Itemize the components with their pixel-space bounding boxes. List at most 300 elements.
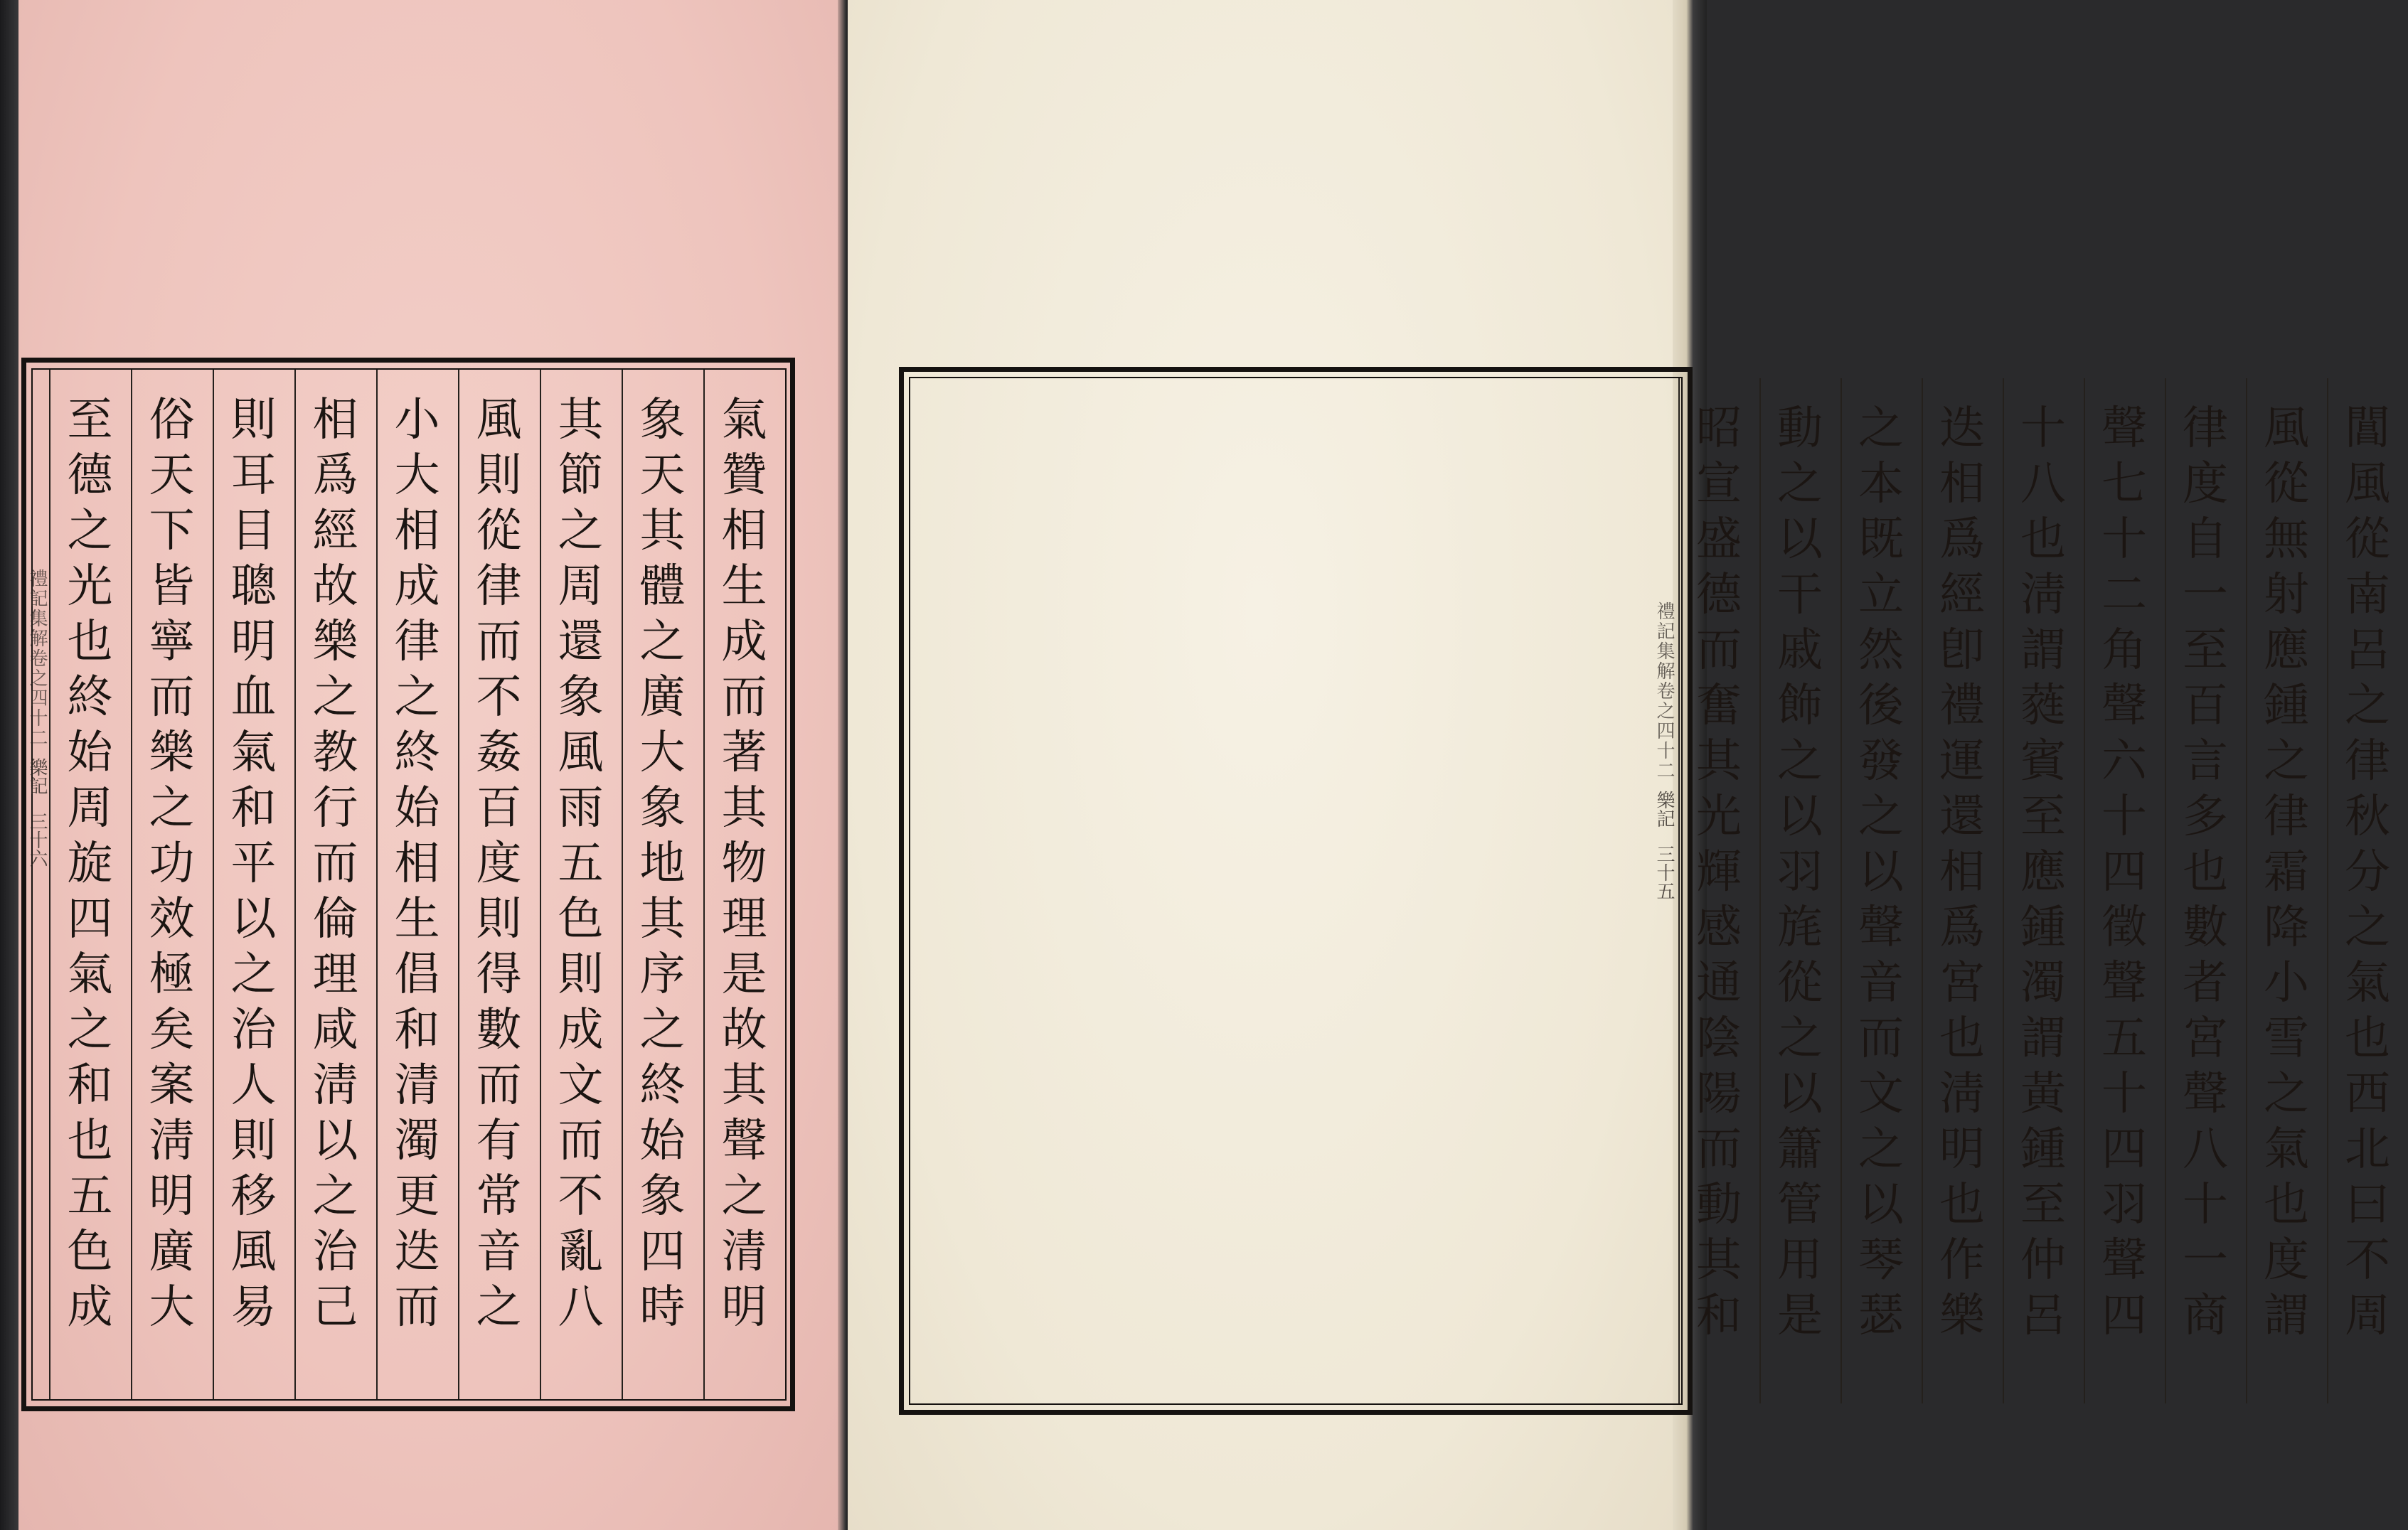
text-character: 著 <box>721 727 767 779</box>
text-character: 霜 <box>2264 846 2309 899</box>
text-character: 律 <box>2264 791 2309 843</box>
text-character: 相 <box>394 505 440 557</box>
text-character: 有 <box>476 1115 522 1167</box>
text-character: 鍾 <box>2264 680 2309 732</box>
text-character: 從 <box>476 505 522 557</box>
text-character: 氣 <box>2264 1123 2309 1176</box>
text-character: 之 <box>2345 680 2390 732</box>
text-character: 爲 <box>1939 902 1985 954</box>
text-character: 作 <box>1939 1234 1985 1287</box>
text-character: 其 <box>1696 735 1742 788</box>
text-character: 則 <box>476 449 522 502</box>
text-character: 天 <box>149 449 195 502</box>
text-character: 周 <box>2345 1290 2390 1342</box>
text-character: 卽 <box>1939 624 1985 677</box>
text-character: 爲 <box>1939 513 1985 566</box>
text-character: 不 <box>2345 1234 2390 1287</box>
text-character: 秋 <box>2345 791 2390 843</box>
text-character: 通 <box>1696 957 1742 1010</box>
text-character: 之 <box>476 1281 522 1334</box>
text-character: 黃 <box>2020 1068 2066 1120</box>
text-column <box>2084 401 2165 1344</box>
text-character: 謂 <box>2020 1012 2066 1065</box>
text-column <box>1922 401 2003 1344</box>
text-character: 始 <box>639 1115 686 1167</box>
text-character: 發 <box>1858 735 1904 788</box>
text-character: 應 <box>2264 624 2309 677</box>
right-margin-chapter: 樂記 <box>1653 791 1675 828</box>
text-character: 簫 <box>1777 1123 1823 1176</box>
text-character: 清 <box>394 1059 440 1112</box>
text-character: 之 <box>639 616 686 668</box>
text-character: 大 <box>639 727 686 779</box>
text-character: 大 <box>394 449 440 502</box>
text-character: 六 <box>2101 735 2147 788</box>
text-character: 相 <box>721 505 767 557</box>
text-character: 而 <box>476 1059 522 1112</box>
text-character: 也 <box>1939 1179 1985 1231</box>
text-character: 呂 <box>2345 624 2390 677</box>
text-character: 還 <box>1939 791 1985 843</box>
text-character: 文 <box>1858 1068 1904 1120</box>
text-character: 是 <box>721 948 767 1001</box>
text-character: 呂 <box>2020 1290 2066 1342</box>
right-inner-frame <box>909 377 1683 1405</box>
text-character: 效 <box>149 893 195 946</box>
text-character: 四 <box>2101 1290 2147 1342</box>
text-character: 倡 <box>394 948 440 1001</box>
text-character: 一 <box>2183 569 2228 621</box>
text-character: 生 <box>394 893 440 946</box>
text-character: 分 <box>2345 846 2390 899</box>
text-character: 象 <box>639 394 686 446</box>
text-character: 案 <box>149 1059 195 1112</box>
text-character: 之 <box>67 505 113 557</box>
text-character: 律 <box>476 560 522 613</box>
text-character: 七 <box>2101 458 2147 510</box>
text-character: 氣 <box>721 394 767 446</box>
text-character: 倫 <box>312 893 358 946</box>
text-character: 戚 <box>1777 624 1823 677</box>
text-character: 南 <box>2345 569 2390 621</box>
text-character: 百 <box>2183 680 2228 732</box>
right-page <box>848 0 2390 1530</box>
text-character: 俗 <box>149 394 195 446</box>
text-character: 瑟 <box>1858 1290 1904 1342</box>
text-character: 之 <box>1777 1012 1823 1065</box>
text-character: 十 <box>2101 1068 2147 1120</box>
text-character: 度 <box>2264 1234 2309 1287</box>
text-character: 小 <box>394 394 440 446</box>
text-character: 大 <box>149 1281 195 1334</box>
text-character: 其 <box>639 893 686 946</box>
text-character: 用 <box>1777 1234 1823 1287</box>
text-column <box>49 392 131 1335</box>
text-character: 賓 <box>2020 735 2066 788</box>
text-character: 平 <box>230 838 277 890</box>
text-character: 羽 <box>2101 1179 2147 1231</box>
text-character: 以 <box>1858 1179 1904 1231</box>
text-character: 本 <box>1858 458 1904 510</box>
text-character: 皆 <box>149 560 195 613</box>
text-character: 鍾 <box>2020 902 2066 954</box>
text-character: 和 <box>394 1004 440 1056</box>
text-character: 濁 <box>394 1115 440 1167</box>
text-character: 自 <box>2183 513 2228 566</box>
text-character: 氣 <box>230 727 277 779</box>
text-character: 不 <box>476 671 522 724</box>
text-character: 以 <box>1858 846 1904 899</box>
text-character: 成 <box>558 1004 604 1056</box>
text-character: 咸 <box>312 1004 358 1056</box>
text-character: 北 <box>2345 1123 2390 1176</box>
text-character: 五 <box>2101 1012 2147 1065</box>
text-character: 陽 <box>1696 1068 1742 1120</box>
text-character: 也 <box>2264 1179 2309 1231</box>
text-character: 寧 <box>149 616 195 668</box>
text-character: 輝 <box>1696 846 1742 899</box>
text-character: 之 <box>230 948 277 1001</box>
text-character: 明 <box>149 1170 195 1223</box>
text-character: 淸 <box>312 1059 358 1112</box>
text-character: 和 <box>67 1059 113 1112</box>
text-character: 四 <box>67 893 113 946</box>
text-character: 而 <box>394 1281 440 1334</box>
text-character: 小 <box>2264 957 2309 1010</box>
text-character: 而 <box>558 1115 604 1167</box>
text-character: 宮 <box>2183 1012 2228 1065</box>
text-column <box>2003 401 2084 1344</box>
text-character: 曰 <box>2345 1179 2390 1231</box>
text-character: 數 <box>2183 902 2228 954</box>
text-character: 則 <box>558 948 604 1001</box>
text-character: 經 <box>312 505 358 557</box>
text-character: 體 <box>639 560 686 613</box>
text-character: 宮 <box>1939 957 1985 1010</box>
text-character: 然 <box>1858 624 1904 677</box>
text-character: 宣 <box>1696 458 1742 510</box>
text-character: 謂 <box>2020 624 2066 677</box>
text-character: 地 <box>639 838 686 890</box>
text-character: 得 <box>476 948 522 1001</box>
text-character: 多 <box>2183 791 2228 843</box>
text-character: 象 <box>639 1170 686 1223</box>
text-character: 始 <box>67 727 113 779</box>
text-character: 相 <box>1939 458 1985 510</box>
text-column <box>376 392 458 1335</box>
text-character: 至 <box>2183 624 2228 677</box>
text-character: 從 <box>2345 513 2390 566</box>
text-character: 明 <box>1939 1123 1985 1176</box>
text-column <box>458 392 540 1335</box>
text-character: 百 <box>476 782 522 835</box>
text-character: 序 <box>639 948 686 1001</box>
text-character: 角 <box>2101 624 2147 677</box>
text-character: 旄 <box>1777 902 1823 954</box>
text-character: 以 <box>230 893 277 946</box>
text-character: 終 <box>394 727 440 779</box>
text-character: 也 <box>2020 513 2066 566</box>
text-character: 也 <box>2183 846 2228 899</box>
text-character: 淸 <box>149 1115 195 1167</box>
text-character: 故 <box>721 1004 767 1056</box>
text-character: 以 <box>312 1115 358 1167</box>
right-margin-label: 禮記集解卷之四十二 <box>1653 601 1675 781</box>
text-character: 仲 <box>2020 1234 2066 1287</box>
text-character: 其 <box>721 1059 767 1112</box>
text-character: 氣 <box>2345 957 2390 1010</box>
text-character: 下 <box>149 505 195 557</box>
text-character: 終 <box>639 1059 686 1112</box>
text-character: 而 <box>149 671 195 724</box>
text-character: 從 <box>1777 957 1823 1010</box>
text-character: 昭 <box>1696 402 1742 455</box>
text-character: 八 <box>2020 458 2066 510</box>
text-character: 之 <box>1858 1123 1904 1176</box>
text-character: 從 <box>2264 458 2309 510</box>
text-character: 成 <box>67 1281 113 1334</box>
text-character: 而 <box>1696 1123 1742 1176</box>
text-character: 五 <box>67 1170 113 1223</box>
text-character: 氣 <box>67 948 113 1001</box>
text-character: 八 <box>558 1281 604 1334</box>
text-character: 之 <box>2264 735 2309 788</box>
text-character: 之 <box>1777 735 1823 788</box>
text-character: 應 <box>2020 846 2066 899</box>
text-character: 聲 <box>1858 902 1904 954</box>
text-character: 光 <box>67 560 113 613</box>
text-character: 之 <box>721 1170 767 1223</box>
text-character: 象 <box>639 782 686 835</box>
text-character: 之 <box>312 1170 358 1223</box>
text-character: 天 <box>639 449 686 502</box>
left-page <box>0 0 845 1530</box>
text-character: 之 <box>558 505 604 557</box>
text-character: 贊 <box>721 449 767 502</box>
text-column <box>1840 401 1922 1344</box>
text-character: 樂 <box>1939 1290 1985 1342</box>
text-column <box>1759 401 1840 1344</box>
text-character: 治 <box>312 1226 358 1278</box>
text-character: 清 <box>721 1226 767 1278</box>
text-character: 風 <box>476 394 522 446</box>
text-character: 相 <box>394 838 440 890</box>
text-character: 四 <box>2101 846 2147 899</box>
text-character: 色 <box>558 893 604 946</box>
text-character: 極 <box>149 948 195 1001</box>
text-character: 運 <box>1939 735 1985 788</box>
text-character: 明 <box>721 1281 767 1334</box>
text-character: 音 <box>476 1226 522 1278</box>
text-character: 之 <box>639 1004 686 1056</box>
text-character: 其 <box>558 394 604 446</box>
text-character: 以 <box>1777 791 1823 843</box>
text-character: 濁 <box>2020 957 2066 1010</box>
text-character: 律 <box>394 616 440 668</box>
text-character: 易 <box>230 1281 277 1334</box>
text-character: 十 <box>2020 402 2066 455</box>
text-character: 琴 <box>1858 1234 1904 1287</box>
text-character: 二 <box>2101 569 2147 621</box>
text-character: 度 <box>2183 458 2228 510</box>
text-character: 旋 <box>67 838 113 890</box>
text-character: 無 <box>2264 513 2309 566</box>
text-character: 十 <box>2183 1179 2228 1231</box>
text-character: 聲 <box>2101 1234 2147 1287</box>
text-character: 風 <box>2264 402 2309 455</box>
text-character: 迭 <box>1939 402 1985 455</box>
text-character: 姦 <box>476 727 522 779</box>
text-column <box>703 392 785 1335</box>
text-character: 樂 <box>312 616 358 668</box>
text-character: 射 <box>2264 569 2309 621</box>
text-character: 教 <box>312 727 358 779</box>
text-character: 感 <box>1696 902 1742 954</box>
text-character: 常 <box>476 1170 522 1223</box>
text-character: 雪 <box>2264 1012 2309 1065</box>
text-character: 之 <box>67 1004 113 1056</box>
text-column <box>213 392 294 1335</box>
text-character: 則 <box>230 1115 277 1167</box>
text-character: 言 <box>2183 735 2228 788</box>
text-character: 至 <box>2020 791 2066 843</box>
text-character: 己 <box>312 1281 358 1334</box>
left-fishtail-margin <box>21 569 53 867</box>
text-character: 節 <box>558 449 604 502</box>
text-character: 周 <box>67 782 113 835</box>
text-character: 之 <box>149 782 195 835</box>
text-character: 動 <box>1777 402 1823 455</box>
text-character: 移 <box>230 1170 277 1223</box>
text-character: 其 <box>1696 1234 1742 1287</box>
text-character: 而 <box>476 616 522 668</box>
text-character: 物 <box>721 838 767 890</box>
text-character: 始 <box>394 782 440 835</box>
text-character: 周 <box>558 560 604 613</box>
text-character: 禮 <box>1939 680 1985 732</box>
left-margin-folio: 三十六 <box>26 812 48 867</box>
text-character: 和 <box>230 782 277 835</box>
right-margin-folio: 三十五 <box>1653 845 1675 900</box>
text-character: 廣 <box>149 1226 195 1278</box>
text-character: 功 <box>149 838 195 890</box>
text-column <box>2246 401 2327 1344</box>
text-column <box>294 392 376 1335</box>
text-character: 十 <box>2101 791 2147 843</box>
text-character: 故 <box>312 560 358 613</box>
text-column <box>2327 401 2408 1344</box>
text-character: 成 <box>721 616 767 668</box>
text-character: 而 <box>1858 1012 1904 1065</box>
text-character: 奮 <box>1696 680 1742 732</box>
text-character: 成 <box>394 560 440 613</box>
text-character: 音 <box>1858 957 1904 1010</box>
text-character: 明 <box>230 616 277 668</box>
text-character: 而 <box>312 838 358 890</box>
text-character: 四 <box>639 1226 686 1278</box>
text-character: 也 <box>67 616 113 668</box>
text-character: 聲 <box>721 1115 767 1167</box>
text-character: 德 <box>1696 569 1742 621</box>
text-character: 是 <box>1777 1290 1823 1342</box>
text-character: 西 <box>2345 1068 2390 1120</box>
text-character: 目 <box>230 505 277 557</box>
text-character: 之 <box>2345 902 2390 954</box>
text-character: 一 <box>2183 1234 2228 1287</box>
text-column <box>540 392 622 1335</box>
text-character: 象 <box>558 671 604 724</box>
text-character: 風 <box>558 727 604 779</box>
text-column <box>622 392 703 1335</box>
text-character: 之 <box>1858 791 1904 843</box>
text-character: 之 <box>394 671 440 724</box>
text-character: 還 <box>558 616 604 668</box>
text-character: 立 <box>1858 569 1904 621</box>
text-character: 降 <box>2264 902 2309 954</box>
text-character: 陰 <box>1696 1012 1742 1065</box>
text-character: 理 <box>721 893 767 946</box>
text-character: 相 <box>1939 846 1985 899</box>
text-character: 淸 <box>2020 569 2066 621</box>
text-character: 至 <box>67 394 113 446</box>
text-character: 之 <box>2264 1068 2309 1120</box>
text-character: 而 <box>1696 624 1742 677</box>
text-character: 和 <box>1696 1290 1742 1342</box>
text-character: 度 <box>476 838 522 890</box>
text-character: 之 <box>1858 402 1904 455</box>
text-character: 之 <box>1777 458 1823 510</box>
text-character: 迭 <box>394 1226 440 1278</box>
text-character: 時 <box>639 1281 686 1334</box>
text-character: 管 <box>1777 1179 1823 1231</box>
text-character: 亂 <box>558 1226 604 1278</box>
text-character: 矣 <box>149 1004 195 1056</box>
text-column <box>2165 401 2246 1344</box>
text-character: 經 <box>1939 569 1985 621</box>
text-character: 盛 <box>1696 513 1742 566</box>
text-character: 八 <box>2183 1123 2228 1176</box>
text-character: 德 <box>67 449 113 502</box>
text-character: 光 <box>1696 791 1742 843</box>
text-column <box>1678 401 1759 1344</box>
text-character: 動 <box>1696 1179 1742 1231</box>
text-character: 耳 <box>230 449 277 502</box>
text-character: 不 <box>558 1170 604 1223</box>
text-character: 更 <box>394 1170 440 1223</box>
text-character: 閶 <box>2345 402 2390 455</box>
left-margin-label: 禮記集解卷之四十二 <box>26 569 48 748</box>
text-character: 風 <box>2345 458 2390 510</box>
text-character: 治 <box>230 1004 277 1056</box>
text-character: 商 <box>2183 1290 2228 1342</box>
text-character: 聲 <box>2101 680 2147 732</box>
right-fishtail-margin <box>1648 601 1680 900</box>
text-character: 行 <box>312 782 358 835</box>
left-margin-chapter: 樂記 <box>26 758 48 795</box>
text-character: 四 <box>2101 1123 2147 1176</box>
text-character: 廣 <box>639 671 686 724</box>
text-character: 則 <box>230 394 277 446</box>
text-character: 飾 <box>1777 680 1823 732</box>
text-character: 既 <box>1858 513 1904 566</box>
text-character: 相 <box>312 394 358 446</box>
text-character: 干 <box>1777 569 1823 621</box>
text-character: 律 <box>2183 402 2228 455</box>
text-character: 聲 <box>2183 1068 2228 1120</box>
text-character: 鍾 <box>2020 1123 2066 1176</box>
text-character: 至 <box>2020 1179 2066 1231</box>
text-character: 謂 <box>2264 1290 2309 1342</box>
